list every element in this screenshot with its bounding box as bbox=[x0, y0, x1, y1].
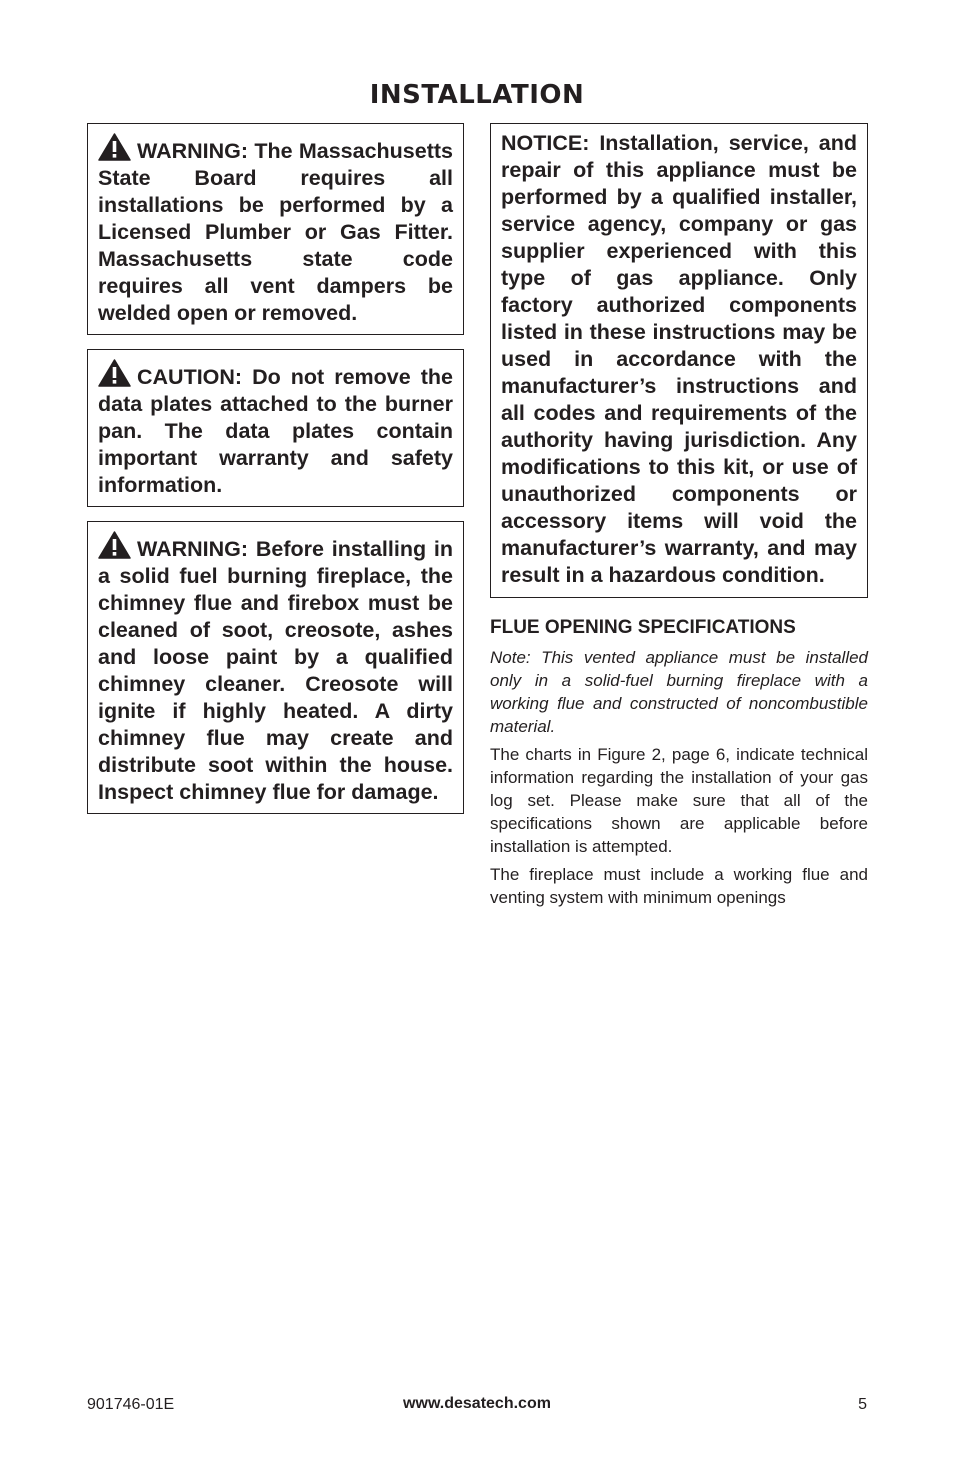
warning-massachusetts-box bbox=[87, 123, 464, 335]
flue-paragraph-1: The charts in Figure 2, page 6, indicate technical information regarding the installation of your gas log set. Please make sure that all of the specifications shown are applicable before installation is attempted. bbox=[490, 745, 868, 856]
doc-number: 901746-01E bbox=[87, 1396, 175, 1413]
flue-paragraph-2: The fireplace must include a working flue and venting system with minimum openings bbox=[490, 865, 868, 907]
caution-data-plates-text: CAUTION: Do not remove the data plates attached to the burner pan. The data plates contain important warranty and safety information. bbox=[98, 365, 453, 497]
warning-triangle-icon bbox=[98, 531, 131, 559]
page-title: INSTALLATION bbox=[369, 80, 585, 110]
left-column bbox=[87, 123, 464, 814]
flue-note: Note: This vented appliance must be installed only in a solid-fuel burning fireplace with a working flue and constructed of noncombustible material. bbox=[490, 648, 868, 736]
warning-chimney-text: WARNING: Before installing in a solid fuel burning fireplace, the chimney flue and firebox must be cleaned of soot, creosote, ashes and loose paint by a qualified chimney cleaner. Creosote will ignite if highly heated. A dirty chimney flue may create and distribute soot within the house. Inspect chimney flue for damage. bbox=[98, 537, 453, 804]
warning-triangle-icon bbox=[98, 133, 131, 161]
right-column bbox=[490, 123, 868, 909]
notice-text: NOTICE: Installation, service, and repair of this appliance must be performed by a qualified installer, service agency, company or gas supplier experienced with this type of gas appliance. Only factory authorized components listed in these instructions may be used in accordance with the manufacturer’s instructions and all codes and requirements of the authority having jurisdiction. Any modifications to this kit, or use of unauthorized components or accessory items will void the manufacturer’s warranty, and may result in a hazardous condition. bbox=[501, 131, 857, 587]
warning-massachusetts-text: WARNING: The Massachusetts State Board requires all installations be performed by a Licensed Plumber or Gas Fitter. Massachusetts state code requires all vent dampers be welded open or removed. bbox=[98, 139, 453, 325]
warning-chimney-box bbox=[87, 521, 464, 814]
caution-data-plates-box bbox=[87, 349, 464, 507]
warning-triangle-icon bbox=[98, 359, 131, 387]
notice-box bbox=[490, 123, 868, 598]
website-link[interactable]: www.desatech.com bbox=[403, 1395, 551, 1412]
flue-section-heading: FLUE OPENING SPECIFICATIONS bbox=[490, 617, 796, 638]
page-number: 5 bbox=[858, 1396, 867, 1413]
